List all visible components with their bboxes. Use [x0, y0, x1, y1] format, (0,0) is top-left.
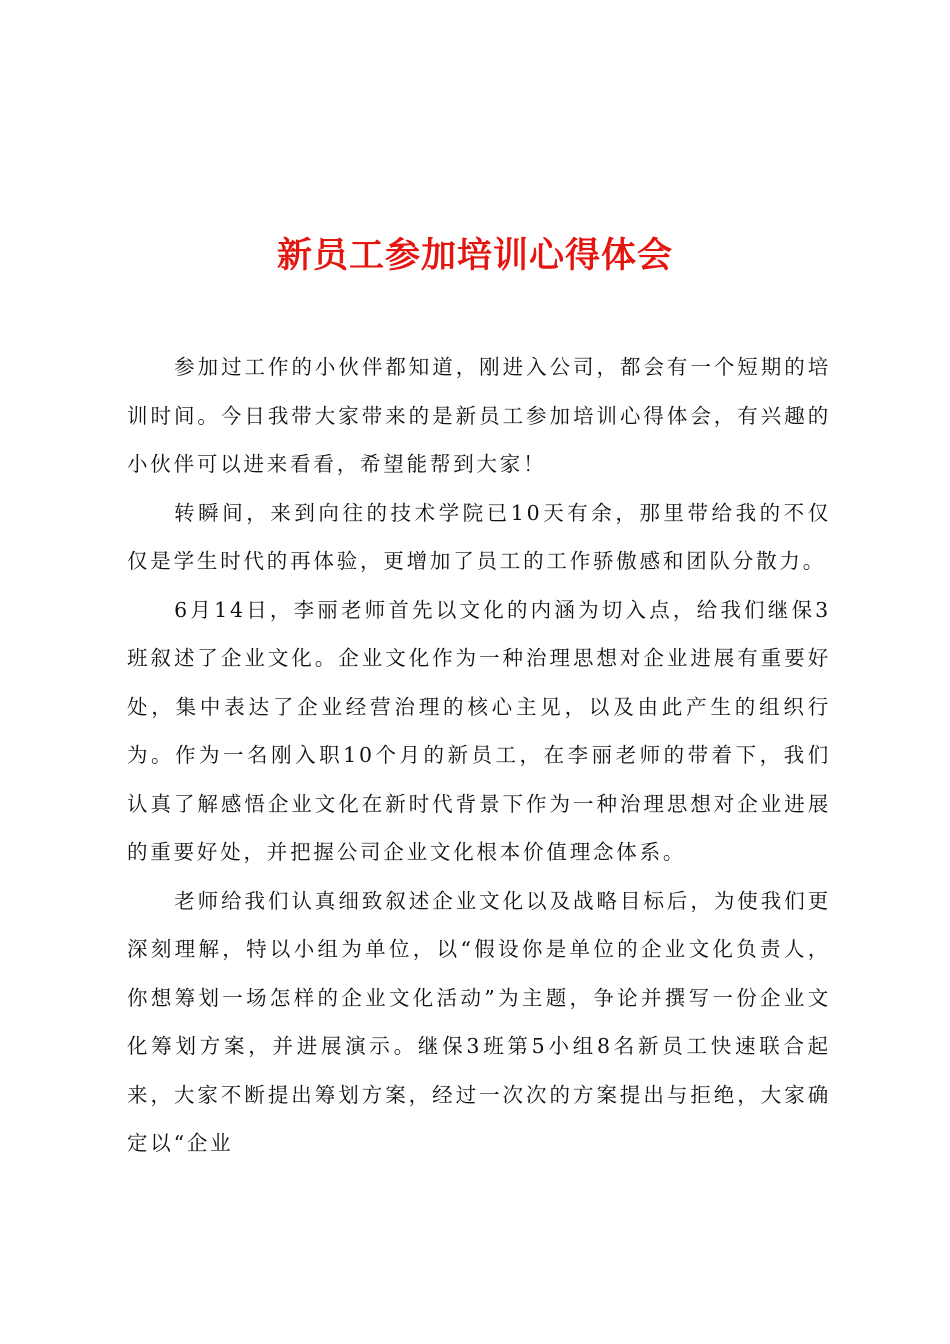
- paragraph-academy: 转瞬间，来到向往的技术学院已10天有余，那里带给我的不仅仅是学生时代的再体验，更增加了员工的工作骄傲感和团队分散力。: [127, 500, 831, 573]
- paragraph-intro: 参加过工作的小伙伴都知道，刚进入公司，都会有一个短期的培训时间。今日我带大家带来的是新员工参加培训心得体会，有兴趣的小伙伴可以进来看看，希望能帮到大家！: [127, 355, 831, 476]
- document-body: [127, 343, 831, 1168]
- paragraph-group-activity: 老师给我们认真细致叙述企业文化以及战略目标后，为使我们更深刻理解，特以小组为单位，以“假设你是单位的企业文化负责人，你想筹划一场怎样的企业文化活动”为主题，争论并撰写一份企业文化筹划方案，并进展演示。继保3班第5小组8名新员工快速联合起来，大家不断提出筹划方案，经过一次次的方案提出与拒绝，大家确定以“企业: [127, 888, 831, 1155]
- document-title: 新员工参加培训心得体会: [276, 235, 673, 277]
- paragraph-culture-lecture: 6月14日，李丽老师首先以文化的内涵为切入点，给我们继保3班叙述了企业文化。企业文化作为一种治理思想对企业进展有重要好处，集中表达了企业经营治理的核心主见，以及由此产生的组织行为。作为一名刚入职10个月的新员工，在李丽老师的带着下，我们认真了解感悟企业文化在新时代背景下作为一种治理思想对企业进展的重要好处，并把握公司企业文化根本价值理念体系。: [127, 597, 831, 864]
